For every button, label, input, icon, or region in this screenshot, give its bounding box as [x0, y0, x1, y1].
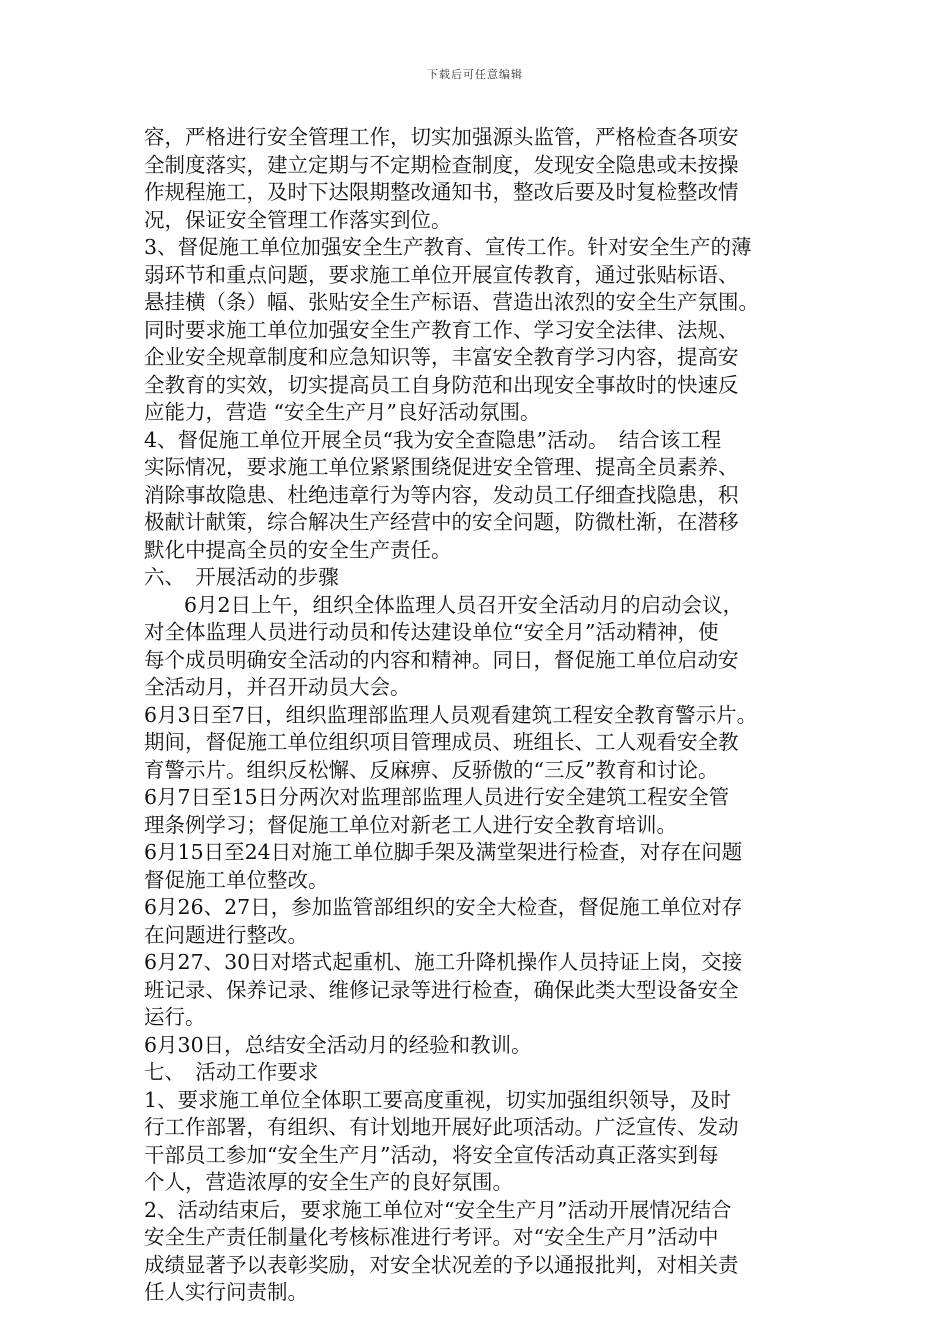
text-line: 6月3日至7日，组织监理部监理人员观看建筑工程安全教育警示片。	[144, 702, 758, 727]
text-line: 弱环节和重点问题，要求施工单位开展宣传教育，通过张贴标语、	[144, 262, 739, 287]
text-line: 应能力，营造 “安全生产月”良好活动氛围。	[144, 400, 541, 424]
text-line: 每个成员明确安全活动的内容和精神。同日，督促施工单位启动安	[144, 647, 739, 672]
text-line: 作规程施工，及时下达限期整改通知书，整改后要及时复检整改情	[144, 180, 739, 204]
text-line: 班记录、保养记录、维修记录等进行检查，确保此类大型设备安全	[144, 977, 739, 1002]
text-line: 极献计献策，综合解决生产经营中的安全问题，防微杜渐，在潜移	[144, 510, 739, 534]
text-line: 全教育的实效，切实提高员工自身防范和出现安全事故时的快速反	[144, 372, 739, 397]
text-line: 成绩显著予以表彰奖励，对安全状况差的予以通报批判，对相关责	[144, 1252, 739, 1277]
text-line: 督促施工单位整改。	[144, 867, 329, 892]
text-line: 6月27、30日对塔式起重机、施工升降机操作人员持证上岗，交接	[144, 950, 743, 974]
text-line: 6月7日至15日分两次对监理部监理人员进行安全建筑工程安全管	[144, 785, 730, 809]
text-line: 企业安全规章制度和应急知识等，丰富安全教育学习内容，提高安	[144, 345, 739, 369]
text-line: 安全生产责任制量化考核标准进行考评。对“安全生产月”活动中	[144, 1225, 719, 1249]
text-line: 默化中提高全员的安全生产责任。	[144, 537, 452, 562]
text-line: 在问题进行整改。	[144, 922, 308, 947]
text-line: 育警示片。组织反松懈、反麻痹、反骄傲的“三反”教育和讨论。	[144, 757, 719, 782]
section-heading: 七、 活动工作要求	[144, 1060, 319, 1084]
text-line: 6月30日，总结安全活动月的经验和教训。	[144, 1032, 532, 1057]
text-line: 全制度落实，建立定期与不定期检查制度，发现安全隐患或未按操	[144, 152, 739, 177]
page-header: 下载后可任意编辑	[427, 68, 523, 81]
text-line: 个人，营造浓厚的安全生产的良好氛围。	[144, 1170, 513, 1194]
text-line: 6月2日上午，组织全体监理人员召开安全活动月的启动会议，	[184, 592, 744, 617]
text-line: 对全体监理人员进行动员和传达建设单位“安全月”活动精神，使	[144, 620, 719, 644]
text-line: 消除事故隐患、杜绝违章行为等内容，发动员工仔细查找隐患，积	[144, 482, 739, 507]
text-line: 实际情况，要求施工单位紧紧围绕促进安全管理、提高全员素养、	[144, 455, 739, 479]
text-line: 全活动月，并召开动员大会。	[144, 675, 411, 699]
text-line: 况，保证安全管理工作落实到位。	[144, 207, 452, 232]
text-line: 运行。	[144, 1005, 206, 1029]
text-line: 6月15日至24日对施工单位脚手架及满堂架进行检查，对存在问题	[144, 840, 743, 864]
text-line: 理条例学习；督促施工单位对新老工人进行安全教育培训。	[144, 812, 677, 837]
text-line: 1、要求施工单位全体职工要高度重视，切实加强组织领导，及时	[144, 1087, 732, 1112]
text-line: 同时要求施工单位加强安全生产教育工作、学习安全法律、法规、	[144, 317, 739, 342]
text-line: 容，严格进行安全管理工作，切实加强源头监管，严格检查各项安	[144, 125, 739, 149]
text-line: 4、督促施工单位开展全员“我为安全查隐患”活动。 结合该工程	[144, 427, 722, 452]
text-line: 行工作部署，有组织、有计划地开展好此项活动。广泛宣传、发动	[144, 1115, 739, 1139]
text-line: 2、活动结束后，要求施工单位对“安全生产月”活动开展情况结合	[144, 1197, 732, 1222]
text-line: 期间，督促施工单位组织项目管理成员、班组长、工人观看安全教	[144, 730, 739, 754]
document-body	[144, 124, 809, 1307]
text-line: 6月26、27日，参加监管部组织的安全大检查，督促施工单位对存	[144, 895, 743, 919]
text-line: 干部员工参加“安全生产月”活动，将安全宣传活动真正落实到每	[144, 1142, 719, 1167]
text-line: 任人实行问责制。	[144, 1280, 308, 1304]
text-line: 悬挂横（条）幅、张贴安全生产标语、营造出浓烈的安全生产氛围。	[144, 290, 759, 314]
section-heading: 六、 开展活动的步骤	[144, 565, 339, 589]
text-line: 3、督促施工单位加强安全生产教育、宣传工作。针对安全生产的薄	[144, 235, 752, 259]
